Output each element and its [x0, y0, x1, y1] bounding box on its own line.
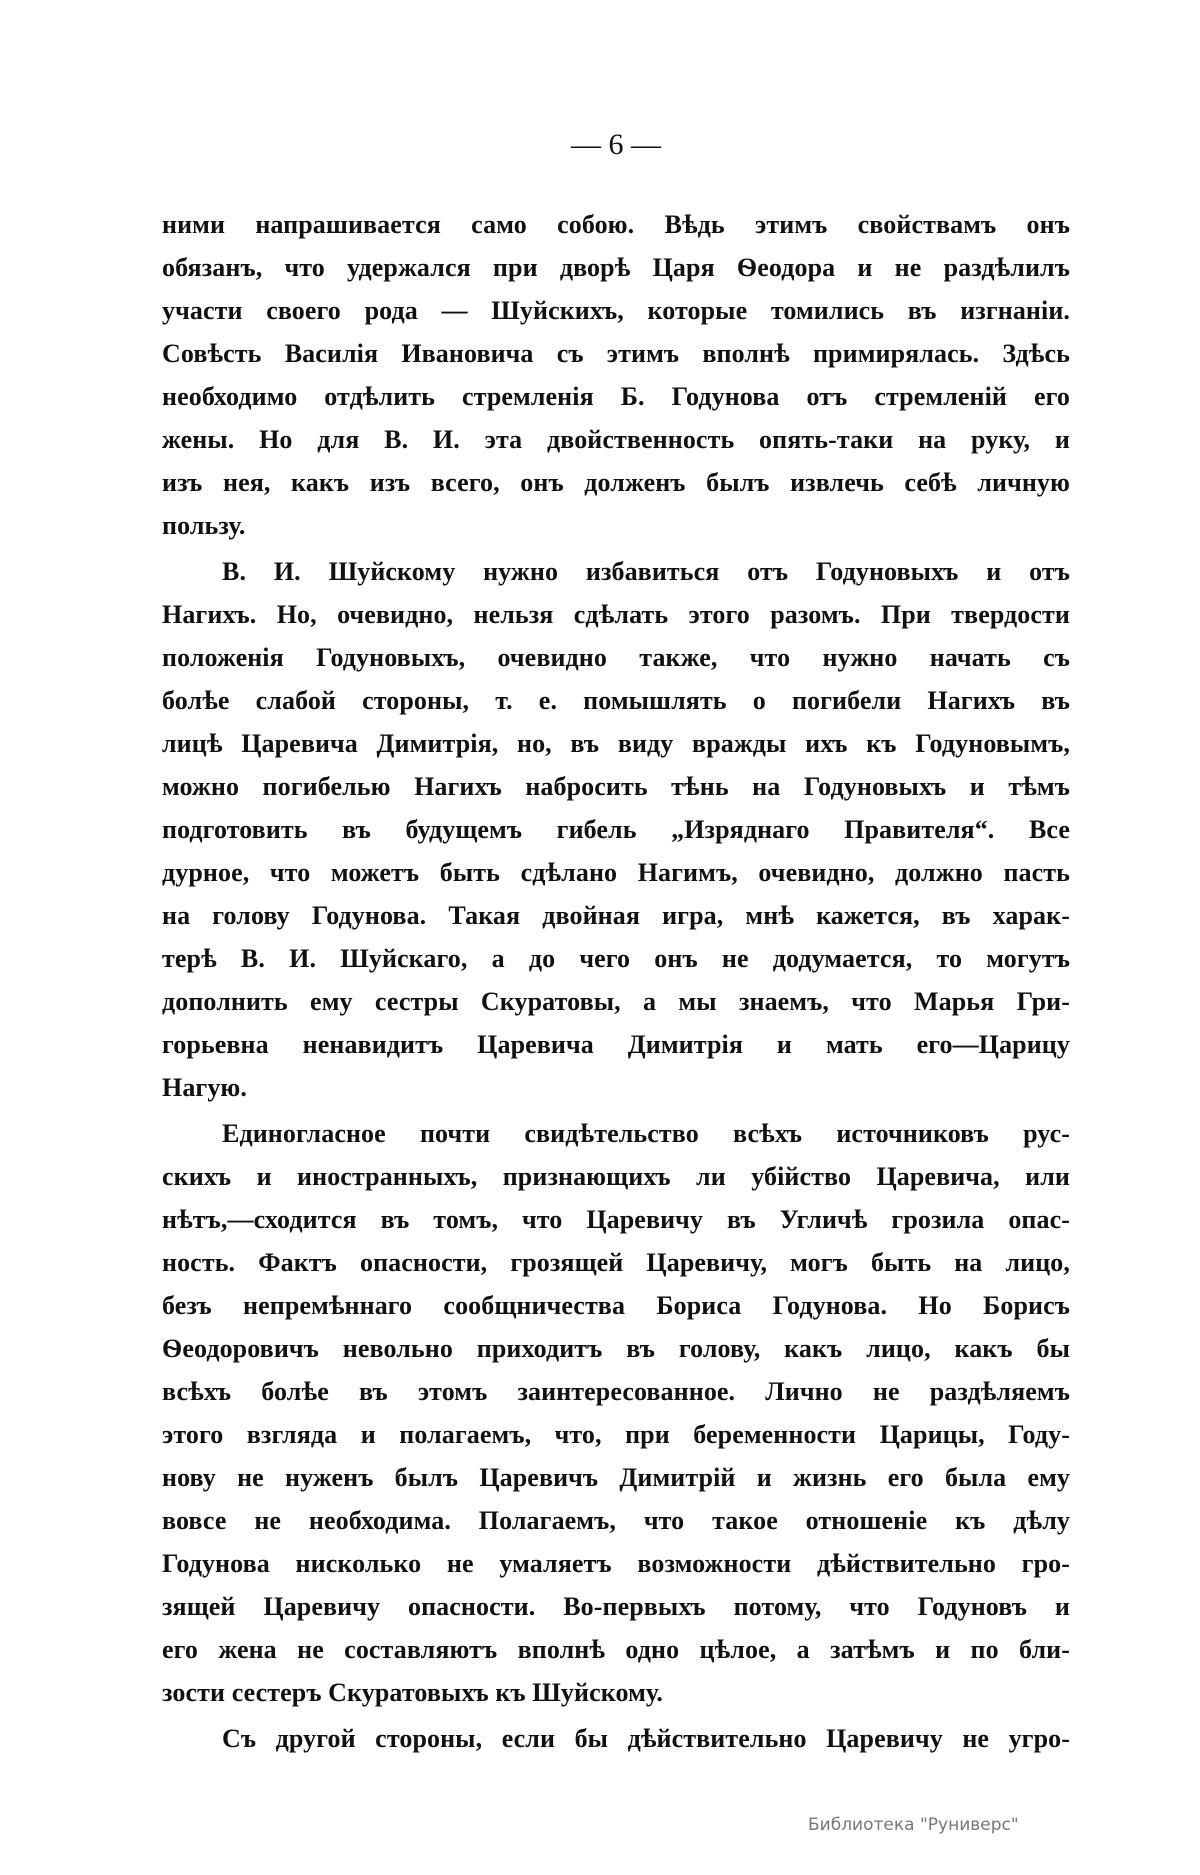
text-line: горьевна ненавидитъ Царевича Димитрія и мать его—Царицу — [162, 1030, 1070, 1059]
text-line: ними напрашивается само собою. Вѣдь этимъ свойствамъ онъ — [162, 210, 1070, 239]
text-line: безъ непремѣннаго сообщничества Бориса Годунова. Но Борисъ — [162, 1291, 1070, 1320]
text-line: Нагую. — [162, 1073, 247, 1102]
text-line: вовсе не необходима. Полагаемъ, что такое отношеніе къ дѣлу — [162, 1506, 1070, 1535]
text-line: нѣтъ,—сходится въ томъ, что Царевичу въ Угличѣ грозила опас- — [162, 1205, 1070, 1234]
text-line: зящей Царевичу опасности. Во-первыхъ потому, что Годуновъ и — [162, 1592, 1070, 1621]
text-line: Годунова нисколько не умаляетъ возможности дѣйствительно гро- — [162, 1549, 1070, 1578]
text-line: лицѣ Царевича Димитрія, но, въ виду вражды ихъ къ Годуновымъ, — [162, 729, 1070, 758]
text-line: скихъ и иностранныхъ, признающихъ ли убійство Царевича, или — [162, 1162, 1070, 1191]
text-line: можно погибелью Нагихъ набросить тѣнь на Годуновыхъ и тѣмъ — [162, 772, 1070, 801]
text-line: Единогласное почти свидѣтельство всѣхъ источниковъ рус- — [222, 1119, 1070, 1148]
text-line: Нагихъ. Но, очевидно, нельзя сдѣлать этого разомъ. При твердости — [162, 600, 1070, 629]
text-line: этого взгляда и полагаемъ, что, при беременности Царицы, Году- — [162, 1420, 1070, 1449]
library-watermark: Библиотека "Руниверс" — [808, 1815, 1019, 1835]
text-line: участи своего рода — Шуйскихъ, которые томились въ изгнаніи. — [162, 296, 1070, 325]
paragraph — [162, 1717, 1070, 1760]
text-line: дополнить ему сестры Скуратовы, а мы знаемъ, что Марья Гри- — [162, 987, 1070, 1016]
text-line: обязанъ, что удержался при дворѣ Царя Ѳеодора и не раздѣлилъ — [162, 253, 1070, 282]
text-line: нову не нуженъ былъ Царевичъ Димитрій и жизнь его была ему — [162, 1463, 1070, 1492]
text-line: пользу. — [162, 511, 246, 540]
text-line: дурное, что можетъ быть сдѣлано Нагимъ, очевидно, должно пасть — [162, 858, 1070, 887]
text-line: болѣе слабой стороны, т. е. помышлять о погибели Нагихъ въ — [162, 686, 1070, 715]
body-text — [162, 203, 1070, 1763]
paragraph — [162, 1112, 1070, 1714]
text-line: на голову Годунова. Такая двойная игра, мнѣ кажется, въ харак- — [162, 901, 1070, 930]
page-number: — 6 — — [571, 128, 661, 161]
text-line: Ѳеодоровичъ невольно приходитъ въ голову, какъ лицо, какъ бы — [162, 1334, 1070, 1363]
text-line: В. И. Шуйскому нужно избавиться отъ Годуновыхъ и отъ — [222, 557, 1070, 586]
paragraph — [162, 550, 1070, 1109]
text-line: жены. Но для В. И. эта двойственность опять-таки на руку, и — [162, 425, 1070, 454]
paragraph — [162, 203, 1070, 547]
text-line: его жена не составляютъ вполнѣ одно цѣлое, а затѣмъ и по бли- — [162, 1635, 1070, 1664]
text-line: необходимо отдѣлить стремленія Б. Годунова отъ стремленій его — [162, 382, 1070, 411]
text-line: положенія Годуновыхъ, очевидно также, что нужно начать съ — [162, 643, 1070, 672]
text-line: Совѣсть Василія Ивановича съ этимъ вполнѣ примирялась. Здѣсь — [162, 339, 1070, 368]
text-line: терѣ В. И. Шуйскаго, а до чего онъ не додумается, то могутъ — [162, 944, 1070, 973]
text-line: зости сестеръ Скуратовыхъ къ Шуйскому. — [162, 1678, 663, 1707]
text-line: ность. Фактъ опасности, грозящей Царевичу, могъ быть на лицо, — [162, 1248, 1070, 1277]
text-line: Съ другой стороны, если бы дѣйствительно Царевичу не угро- — [222, 1724, 1070, 1753]
text-line: изъ нея, какъ изъ всего, онъ долженъ былъ извлечь себѣ личную — [162, 468, 1070, 497]
text-line: всѣхъ болѣе въ этомъ заинтересованное. Лично не раздѣляемъ — [162, 1377, 1070, 1406]
text-line: подготовить въ будущемъ гибель „Изряднаго Правителя“. Все — [162, 815, 1070, 844]
